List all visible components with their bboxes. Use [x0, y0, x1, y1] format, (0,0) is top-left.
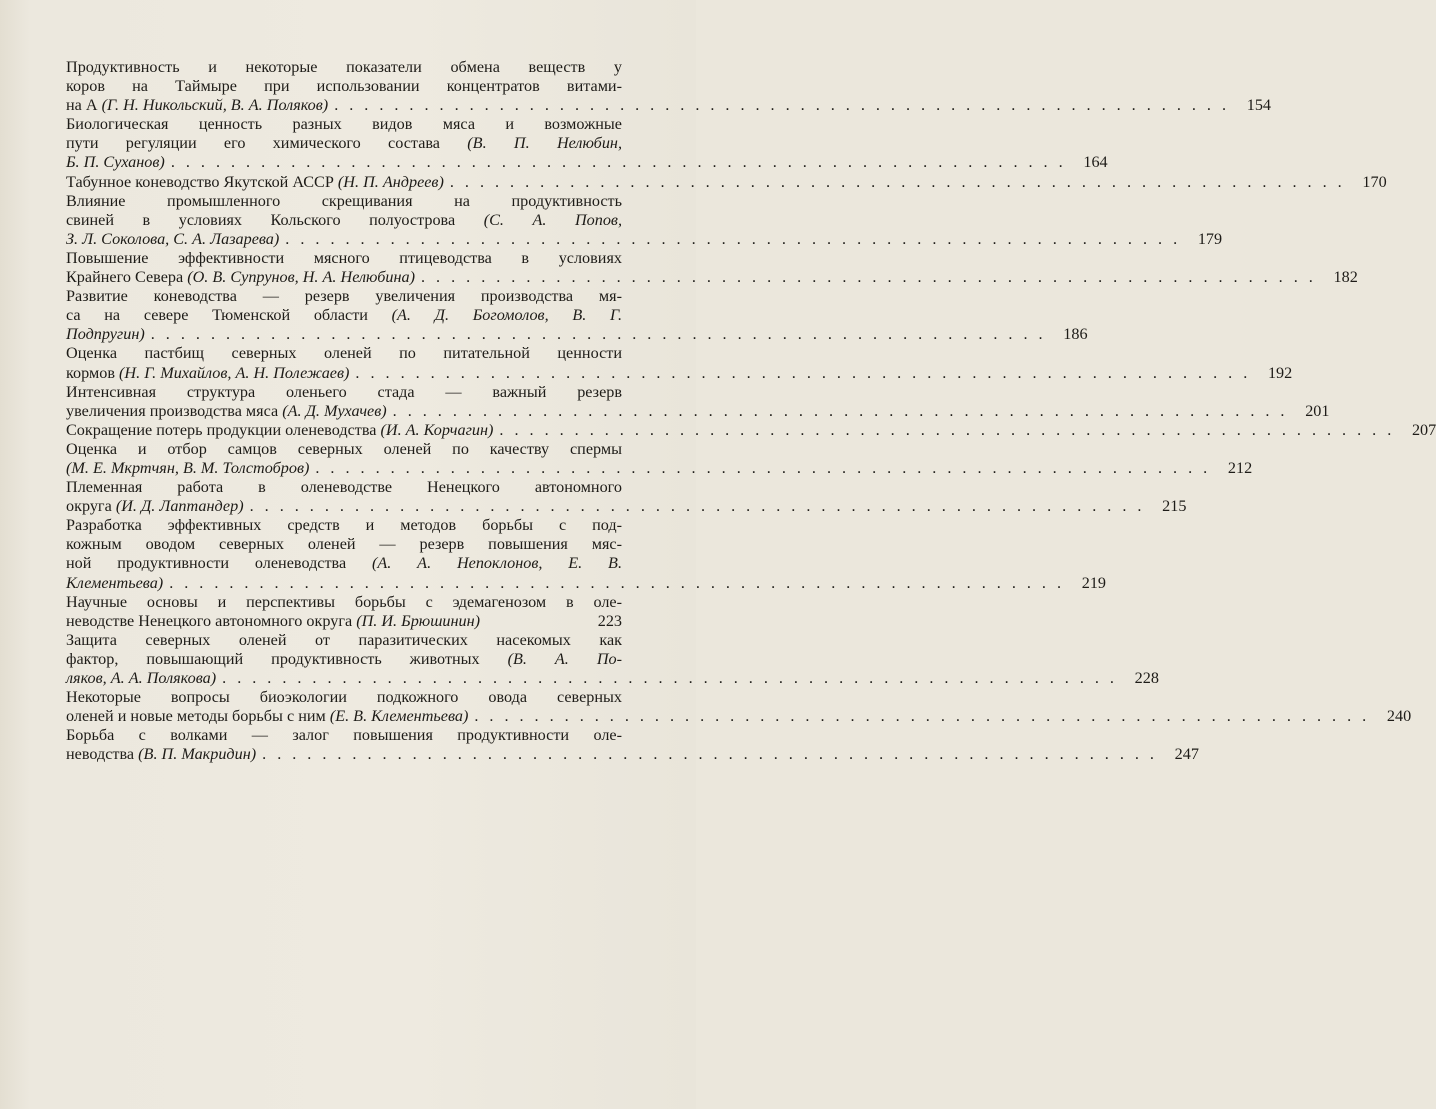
- entry-title-text: неводства (В. П. Макридин): [66, 745, 257, 764]
- toc-entry: [66, 172, 1387, 192]
- toc-line: [66, 229, 1223, 249]
- toc-line: [66, 172, 1387, 192]
- toc-entry: [66, 688, 1412, 726]
- dot-leader: ............................................................: [392, 401, 1296, 420]
- page-number: 192: [1267, 363, 1293, 382]
- entry-title-text: коров на Таймыре при использовании концентратов витами-: [66, 77, 622, 96]
- entry-title-text: фактор, повышающий продуктивность животных (В. А. По-: [66, 649, 622, 668]
- toc-line: [66, 458, 1253, 478]
- entry-title-text: Сокращение потерь продукции оленеводства (И. А. Корчагин): [66, 420, 494, 439]
- entry-authors: (С. А. Попов,: [483, 210, 622, 229]
- entry-authors: (Е. В. Клементьева): [329, 707, 469, 726]
- dot-leader: ............................................................: [474, 707, 1378, 726]
- entry-title-text: Продуктивность и некоторые показатели обмена веществ у: [66, 58, 622, 76]
- entry-authors: (П. И. Брюшинин): [356, 611, 481, 630]
- toc-line: [66, 535, 622, 554]
- toc-line: [66, 497, 1187, 516]
- toc-entry: [66, 58, 1271, 115]
- dot-leader: ............................................................: [169, 573, 1072, 592]
- entry-title-text: кожным оводом северных оленей — резерв повышения мяс-: [66, 535, 622, 554]
- toc-line: [66, 478, 622, 497]
- entry-title-text: Интенсивная структура оленьего стада — важный резерв: [66, 382, 622, 401]
- toc-line: [66, 268, 1358, 287]
- entry-title-text: [66, 459, 309, 478]
- toc-entry: [66, 191, 1223, 249]
- entry-title-text: Племенная работа в оленеводстве Ненецкого автономного: [66, 478, 622, 497]
- toc-line: [66, 401, 1330, 421]
- entry-title-text: свиней в условиях Кольского полуострова (С. А. Попов,: [66, 210, 622, 229]
- toc-line: [66, 745, 1199, 764]
- page-number: 223: [597, 611, 622, 630]
- toc-line: [66, 306, 622, 325]
- page-number: 164: [1083, 153, 1108, 172]
- entry-authors: (В. П. Макридин): [138, 745, 257, 764]
- page-number: 212: [1227, 458, 1253, 477]
- toc-entry: [66, 420, 1436, 440]
- toc-entry: [66, 478, 1187, 516]
- toc-line: [66, 420, 1436, 440]
- entry-authors: (А. А. Непоклонов, Е. В.: [372, 554, 622, 573]
- toc-entry: [66, 593, 622, 631]
- toc-line: [66, 383, 622, 402]
- dot-leader: ............................................................: [315, 458, 1219, 477]
- dot-leader: ............................................................: [355, 363, 1259, 382]
- toc-entry: [66, 248, 1358, 287]
- entry-authors: (И. Д. Лаптандер): [115, 497, 244, 516]
- entry-authors: (В. П. Нелюбин,: [467, 134, 622, 153]
- toc-line: [66, 688, 622, 707]
- toc-line: [66, 192, 622, 211]
- entry-title-text: округа (И. Д. Лаптандер): [66, 497, 244, 516]
- toc-line: [66, 77, 622, 96]
- toc-entry: [66, 344, 1293, 382]
- toc-entry: [66, 516, 1106, 592]
- entry-authors: ляков, А. А. Полякова): [66, 669, 217, 687]
- page-number: 186: [1063, 325, 1088, 344]
- entry-title-text: Табунное коневодство Якутской АССР (Н. П. Андреев): [66, 172, 444, 191]
- entry-title-text: ной продуктивности оленеводства (А. А. Непоклонов, Е. В.: [66, 554, 622, 573]
- toc-line: [66, 516, 622, 535]
- entry-authors: (А. Д. Богомолов, В. Г.: [391, 306, 622, 325]
- dot-leader: ............................................................: [449, 172, 1353, 191]
- entry-authors: З. Л. Соколова, С. А. Лазарева): [66, 229, 280, 248]
- entry-title-text: на А (Г. Н. Никольский, В. А. Поляков): [66, 96, 329, 115]
- toc-line: [66, 153, 1108, 172]
- entry-title-text: [66, 325, 145, 344]
- toc-line: [66, 612, 622, 631]
- entry-title-text: Некоторые вопросы биоэкологии подкожного овода северных: [66, 688, 622, 707]
- toc-line: [66, 96, 1271, 115]
- toc-line: [66, 249, 622, 268]
- toc-line: [66, 726, 622, 745]
- toc-line: [66, 58, 622, 77]
- toc-line: [66, 134, 622, 153]
- toc-line: [66, 211, 622, 230]
- entry-title-text: увеличения производства мяса (А. Д. Мухачев): [66, 401, 387, 420]
- entry-authors: Подпругин): [66, 325, 145, 344]
- toc-line: [66, 707, 1412, 726]
- toc-line: [66, 669, 1159, 688]
- toc-line: [66, 287, 622, 306]
- entry-authors: Б. П. Суханов): [66, 153, 165, 172]
- toc-entry: [66, 726, 1199, 764]
- entry-title-text: [66, 574, 163, 593]
- dot-leader: ............................................................: [262, 745, 1165, 764]
- entry-authors: (Н. П. Андреев): [337, 172, 444, 191]
- page-number: 219: [1081, 573, 1106, 592]
- entry-title-text: [66, 230, 279, 249]
- page-number: 154: [1246, 96, 1271, 115]
- page-number: 247: [1174, 745, 1199, 764]
- dot-leader: ............................................................: [249, 497, 1153, 516]
- toc-line: [66, 631, 622, 650]
- entry-title-text: пути регуляции его химического состава (В. П. Нелюбин,: [66, 134, 622, 153]
- toc-entry: [66, 287, 1088, 344]
- dot-leader: ............................................................: [499, 420, 1403, 439]
- entry-authors: (О. В. Супрунов, Н. А. Нелюбина): [187, 268, 415, 287]
- entry-title-text: кормов (Н. Г. Михайлов, А. Н. Полежаев): [66, 363, 350, 382]
- entry-title-text: Повышение эффективности мясного птицеводства в условиях: [66, 248, 622, 267]
- entry-authors: (А. Д. Мухачев): [282, 401, 387, 420]
- toc-entry: [66, 115, 1108, 172]
- page-number: 228: [1134, 669, 1159, 687]
- page-number: 179: [1197, 229, 1223, 248]
- page-number: 207: [1411, 420, 1436, 439]
- page-number: 170: [1362, 172, 1387, 191]
- toc-line: [66, 440, 622, 459]
- entry-title-text: Защита северных оленей от паразитических насекомых как: [66, 630, 622, 649]
- entry-title-text: [66, 153, 165, 172]
- dot-leader: ............................................................: [421, 268, 1324, 287]
- page-number: 182: [1333, 268, 1358, 287]
- entry-title-text: Биологическая ценность разных видов мяса и возможные: [66, 115, 622, 134]
- entry-title-text: Борьба с волками — залог повышения продуктивности оле-: [66, 726, 622, 745]
- dot-leader: ............................................................: [150, 325, 1054, 344]
- entry-authors: Клементьева): [66, 573, 164, 592]
- entry-authors: (Г. Н. Никольский, В. А. Поляков): [101, 96, 329, 115]
- toc-entry: [66, 439, 1253, 478]
- entry-authors: (М. Е. Мкртчян, В. М. Толстобров): [66, 458, 310, 477]
- dot-leader: ............................................................: [170, 153, 1074, 172]
- toc-line: [66, 344, 622, 363]
- toc-line: [66, 554, 622, 573]
- toc-line: [66, 593, 622, 612]
- entry-authors: (И. А. Корчагин): [380, 420, 494, 439]
- entry-title-text: Оценка и отбор самцов северных оленей по качеству спермы: [66, 439, 622, 458]
- page-number: 201: [1305, 401, 1330, 420]
- entry-title-text: Научные основы и перспективы борьбы с эдемагенозом в оле-: [66, 592, 622, 611]
- page-number: 240: [1386, 707, 1412, 726]
- toc-line: [66, 573, 1106, 593]
- entry-title-text: Разработка эффективных средств и методов борьбы с под-: [66, 516, 622, 535]
- entry-authors: (В. А. По-: [507, 649, 622, 668]
- entry-title-text: Оценка пастбищ северных оленей по питательной ценности: [66, 344, 622, 363]
- toc-line: [66, 363, 1293, 383]
- toc-entry: [66, 382, 1330, 421]
- entry-title-text: неводстве Ненецкого автономного округа (П. И. Брюшинин): [66, 611, 481, 630]
- toc-line: [66, 115, 622, 134]
- entry-title-text: Развитие коневодства — резерв увеличения производства мя-: [66, 287, 622, 306]
- dot-leader: ............................................................: [334, 96, 1237, 115]
- table-of-contents: [66, 58, 1436, 764]
- toc-line: [66, 325, 1088, 344]
- toc-entry: [66, 630, 1159, 688]
- toc-line: [66, 650, 622, 669]
- entry-authors: (Н. Г. Михайлов, А. Н. Полежаев): [119, 363, 350, 382]
- dot-leader: ............................................................: [285, 229, 1189, 248]
- dot-leader: ............................................................: [222, 669, 1125, 687]
- page-number: 215: [1162, 497, 1187, 516]
- entry-title-text: са на севере Тюменской области (А. Д. Богомолов, В. Г.: [66, 306, 622, 325]
- entry-title-text: Влияние промышленного скрещивания на продуктивность: [66, 191, 622, 210]
- entry-title-text: оленей и новые методы борьбы с ним (Е. В. Клементьева): [66, 707, 469, 726]
- entry-title-text: Крайнего Севера (О. В. Супрунов, Н. А. Нелюбина): [66, 268, 415, 287]
- entry-title-text: [66, 669, 216, 688]
